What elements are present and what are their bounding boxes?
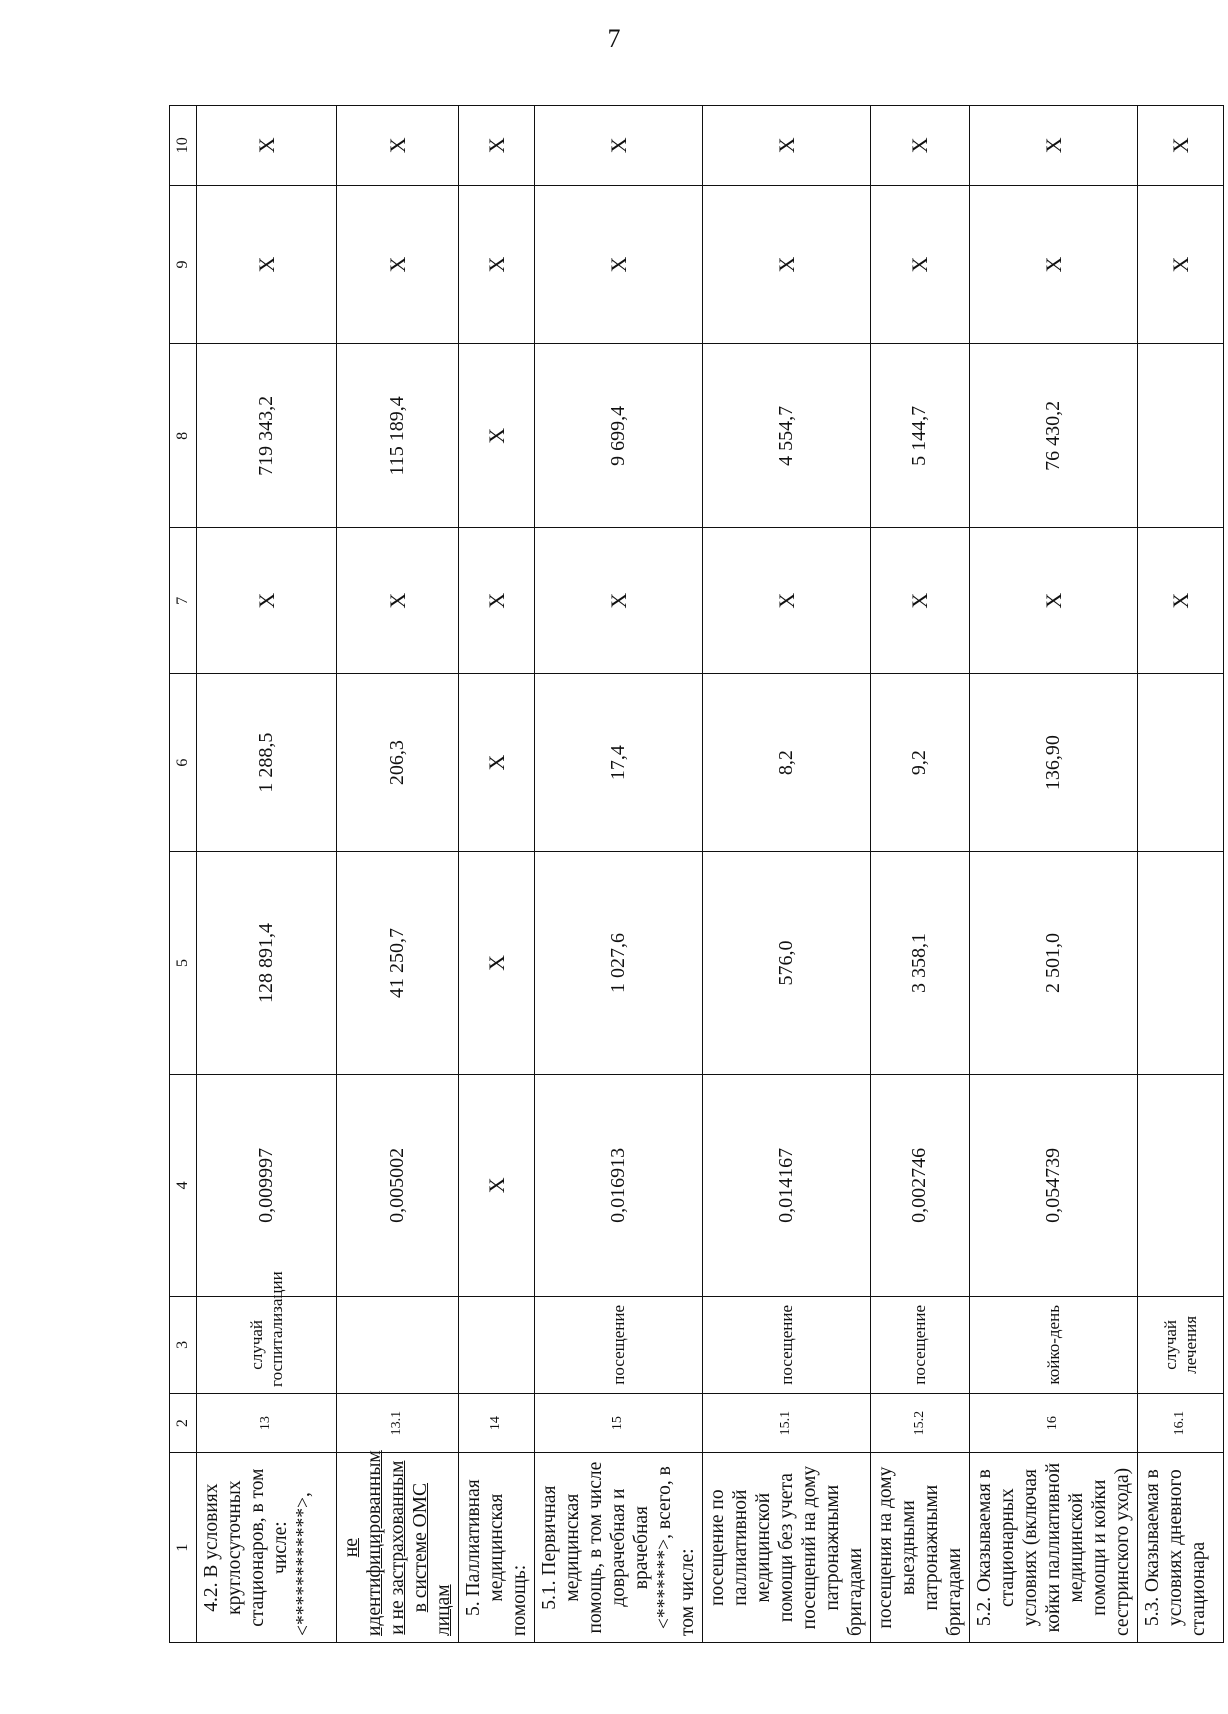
cell-col5: 128 891,4 <box>197 852 337 1075</box>
table-row <box>535 106 703 1643</box>
cell-col7: X <box>535 528 703 674</box>
row-label: 5. Паллиативная медицинская помощь: <box>459 1453 535 1643</box>
cell-col8: 4 554,7 <box>703 344 871 528</box>
row-label: посещения на дому выездными патронажными бригадами <box>871 1453 970 1643</box>
row-unit: посещение <box>535 1296 703 1393</box>
cell-col8 <box>1138 344 1224 528</box>
cell-col5 <box>1138 852 1224 1075</box>
cell-col9: X <box>703 185 871 344</box>
cell-col9: X <box>197 185 337 344</box>
row-code: 15 <box>535 1393 703 1452</box>
cell-col6: 8,2 <box>703 674 871 852</box>
cell-col4: 0,009997 <box>197 1074 337 1296</box>
cell-col7: X <box>337 528 459 674</box>
cell-col7: X <box>703 528 871 674</box>
cell-col8: 719 343,2 <box>197 344 337 528</box>
data-table <box>169 105 1224 1643</box>
cell-col9: X <box>337 185 459 344</box>
row-label-text: не идентифицированным и не застрахованным в системе ОМС лицам <box>341 1450 454 1636</box>
table-row <box>337 106 459 1643</box>
cell-col4: 0,005002 <box>337 1074 459 1296</box>
table-row <box>703 106 871 1643</box>
rotated-table-frame <box>169 105 1221 1643</box>
cell-col4: 0,054739 <box>970 1074 1138 1296</box>
cell-col6: 17,4 <box>535 674 703 852</box>
cell-col7: X <box>871 528 970 674</box>
cell-col7: X <box>970 528 1138 674</box>
cell-col5: 1 027,6 <box>535 852 703 1075</box>
column-header: 8 <box>170 344 197 528</box>
row-unit: случай госпитализации <box>197 1296 337 1393</box>
cell-col10: X <box>703 106 871 186</box>
cell-col5: X <box>459 852 535 1075</box>
cell-col4: 0,014167 <box>703 1074 871 1296</box>
row-label: 4.2. В условиях круглосуточных стационаров, в том числе: <************>, <box>197 1453 337 1643</box>
cell-col10: X <box>337 106 459 186</box>
cell-col6 <box>1138 674 1224 852</box>
cell-col10: X <box>1138 106 1224 186</box>
row-unit: посещение <box>871 1296 970 1393</box>
row-unit <box>337 1296 459 1393</box>
table-row <box>197 106 337 1643</box>
row-label: 5.3. Оказываемая в условиях дневного стационара <box>1138 1453 1224 1643</box>
table-row <box>459 106 535 1643</box>
row-code: 13.1 <box>337 1393 459 1452</box>
page-number: 7 <box>607 24 621 53</box>
header-row <box>170 106 197 1643</box>
cell-col7: X <box>197 528 337 674</box>
cell-col9: X <box>535 185 703 344</box>
cell-col10: X <box>535 106 703 186</box>
column-header: 3 <box>170 1296 197 1393</box>
cell-col8: 115 189,4 <box>337 344 459 528</box>
column-header: 5 <box>170 852 197 1075</box>
cell-col8: X <box>459 344 535 528</box>
cell-col7: X <box>459 528 535 674</box>
row-label: 5.1. Первичная медицинская помощь, в том числе доврачебная и врачебная <*******>, всего, в том числе: <box>535 1453 703 1643</box>
row-unit <box>459 1296 535 1393</box>
cell-col6: 136,90 <box>970 674 1138 852</box>
row-code: 15.1 <box>703 1393 871 1452</box>
cell-col4: X <box>459 1074 535 1296</box>
rotated-table-area <box>169 105 1221 1643</box>
cell-col9: X <box>970 185 1138 344</box>
column-header: 4 <box>170 1074 197 1296</box>
row-unit: койко-день <box>970 1296 1138 1393</box>
column-header: 9 <box>170 185 197 344</box>
cell-col8: 5 144,7 <box>871 344 970 528</box>
cell-col6: 206,3 <box>337 674 459 852</box>
cell-col6: 9,2 <box>871 674 970 852</box>
cell-col7: X <box>1138 528 1224 674</box>
cell-col9: X <box>459 185 535 344</box>
row-unit: случай лечения <box>1138 1296 1224 1393</box>
cell-col5: 576,0 <box>703 852 871 1075</box>
row-code: 15.2 <box>871 1393 970 1452</box>
cell-col5: 41 250,7 <box>337 852 459 1075</box>
row-unit: посещение <box>703 1296 871 1393</box>
cell-col10: X <box>871 106 970 186</box>
column-header: 7 <box>170 528 197 674</box>
cell-col9: X <box>871 185 970 344</box>
cell-col10: X <box>197 106 337 186</box>
row-code: 13 <box>197 1393 337 1452</box>
row-label: посещение по паллиативной медицинской помощи без учета посещений на дому патронажными бригадами <box>703 1453 871 1643</box>
column-header: 10 <box>170 106 197 186</box>
column-header: 6 <box>170 674 197 852</box>
cell-col5: 2 501,0 <box>970 852 1138 1075</box>
cell-col10: X <box>970 106 1138 186</box>
cell-col4 <box>1138 1074 1224 1296</box>
column-header: 2 <box>170 1393 197 1452</box>
cell-col4: 0,002746 <box>871 1074 970 1296</box>
row-label: 5.2. Оказываемая в стационарных условиях (включая койки паллиативной медицинской помощи и койки сестринского ухода) <box>970 1453 1138 1643</box>
cell-col5: 3 358,1 <box>871 852 970 1075</box>
cell-col6: 1 288,5 <box>197 674 337 852</box>
column-header: 1 <box>170 1453 197 1643</box>
row-code: 16 <box>970 1393 1138 1452</box>
cell-col9: X <box>1138 185 1224 344</box>
row-label <box>337 1450 459 1643</box>
table-row <box>1138 106 1224 1643</box>
cell-col6: X <box>459 674 535 852</box>
row-code: 14 <box>459 1393 535 1452</box>
cell-col8: 76 430,2 <box>970 344 1138 528</box>
cell-col10: X <box>459 106 535 186</box>
table-row <box>871 106 970 1643</box>
cell-col4: 0,016913 <box>535 1074 703 1296</box>
table-row <box>970 106 1138 1643</box>
row-code: 16.1 <box>1138 1393 1224 1452</box>
cell-col8: 9 699,4 <box>535 344 703 528</box>
